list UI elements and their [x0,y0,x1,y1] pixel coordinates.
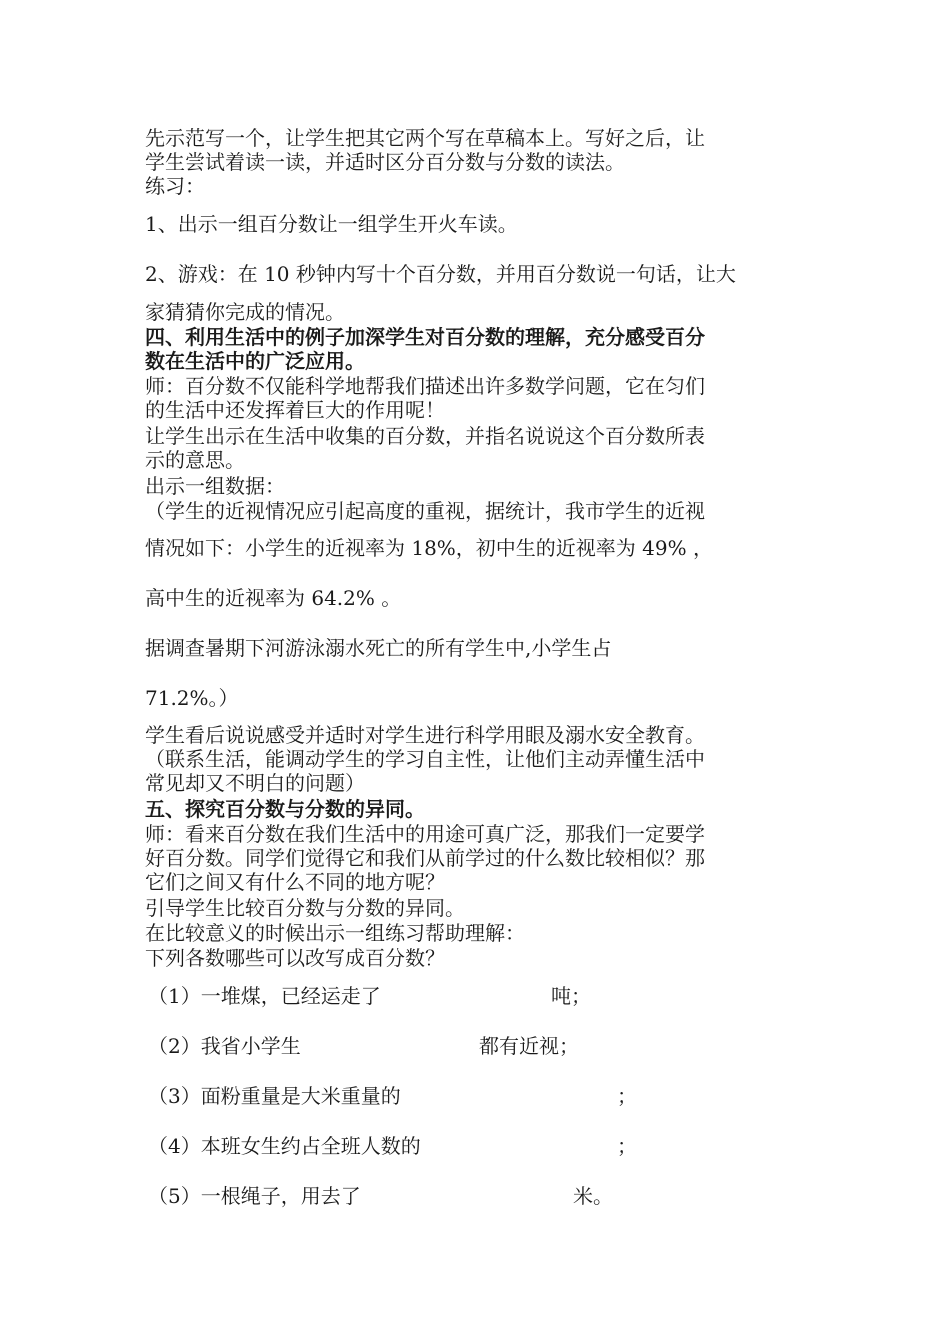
text-line: 家猜猜你完成的情况。 [145,300,345,324]
text-line: 先示范写一个，让学生把其它两个写在草稿本上。写好之后，让 [145,126,705,150]
text-line: 它们之间又有什么不同的地方呢？ [145,870,445,894]
text-line: 的生活中还发挥着巨大的作用呢！ [145,398,445,422]
text-line: 让学生出示在生活中收集的百分数，并指名说说这个百分数所表 [145,424,705,448]
text-line: 学生看后说说感受并适时对学生进行科学用眼及溺水安全教育。 [145,723,705,747]
text-line: 好百分数。同学们觉得它和我们从前学过的什么数比较相似？那 [145,846,705,870]
text-line: 出示一组数据： [145,474,285,498]
text-line: 在比较意义的时候出示一组练习帮助理解： [145,921,525,945]
text-line: 学生尝试着读一读，并适时区分百分数与分数的读法。 [145,150,625,174]
text-line: 1、出示一组百分数让一组学生开火车读。 [145,212,518,236]
text-line: 据调查暑期下河游泳溺水死亡的所有学生中,小学生占 [145,636,612,660]
text-line: 情况如下：小学生的近视率为 18%，初中生的近视率为 49% ， [145,536,713,560]
text-line: 下列各数哪些可以改写成百分数？ [145,946,445,970]
text-line: 常见却又不明白的问题） [145,771,365,795]
text-line: 师：看来百分数在我们生活中的用途可真广泛，那我们一定要学 [145,822,705,846]
exercise-item-unit: 米。 [573,1184,613,1208]
text-line: 71.2%。） [145,686,239,710]
exercise-item-text: （3）面粉重量是大米重量的 [148,1084,401,1108]
exercise-item-text: （1）一堆煤，已经运走了 [148,984,381,1008]
text-line: 练习： [145,174,205,198]
exercise-item-unit: ； [617,1084,637,1108]
exercise-item-text: （4）本班女生约占全班人数的 [148,1134,421,1158]
text-line: （学生的近视情况应引起高度的重视，据统计，我市学生的近视 [145,499,705,523]
text-line: （联系生活，能调动学生的学习自主性，让他们主动弄懂生活中 [145,747,705,771]
section-heading: 数在生活中的广泛应用。 [145,349,365,373]
text-line: 示的意思。 [145,448,245,472]
text-line: 2、游戏：在 10 秒钟内写十个百分数，并用百分数说一句话，让大 [145,262,736,286]
exercise-item-unit: 吨； [551,984,591,1008]
section-heading: 四、利用生活中的例子加深学生对百分数的理解，充分感受百分 [145,325,705,349]
text-line: 师：百分数不仅能科学地帮我们描述出许多数学问题，它在匀们 [145,374,705,398]
exercise-item-unit: 都有近视； [479,1034,579,1058]
exercise-item-unit: ； [617,1134,637,1158]
exercise-item-text: （2）我省小学生 [148,1034,301,1058]
text-line: 高中生的近视率为 64.2% 。 [145,586,402,610]
section-heading: 五、探究百分数与分数的异同。 [145,797,425,821]
exercise-item-text: （5）一根绳子，用去了 [148,1184,361,1208]
text-line: 引导学生比较百分数与分数的异同。 [145,896,465,920]
